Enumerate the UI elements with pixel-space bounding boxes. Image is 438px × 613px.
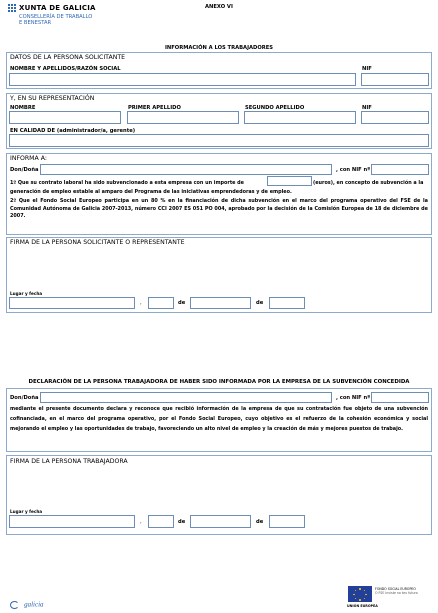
lugar-field-2[interactable] [9,515,135,528]
p1-cont: generación de empleo estable al amparo del Programa de las iniciativas emprendedoras y de empleo. [10,189,292,195]
representacion-nif-field[interactable] [361,111,429,124]
lugar-field-1[interactable] [9,297,135,309]
nombre-label: NOMBRE [10,105,36,111]
eu-fund-line2: O FSE inviste no teu futuro [375,591,418,595]
representacion-nif-label: NIF [362,105,372,111]
dept-line-2: E BENESTAR [19,20,52,26]
de-label-2a: de [178,519,186,525]
solicitante-heading: DATOS DE LA PERSONA SOLICITANTE [10,54,126,61]
declaracion-text: mediante el presente documento declara y reconoce que recibió información de la empresa de que su contratación fue objeto de una subvención cofinanciada, en el marco del programa operativo, por el Fondo Social Europeo, cuyo objetivo es el refuerzo de la cohesión económica y social mejorando el empleo y las oportunidades de trabajo, favoreciendo un alto nivel de empleo y la creación de más y mejores puestos de trabajo. [10,406,428,432]
declaracion-nif-label: , con NIF nº [336,395,371,401]
solicitante-nif-label: NIF [362,66,372,72]
segundo-apellido-label: SEGUNDO APELLIDO [245,105,305,111]
declaracion-nif-field[interactable] [371,392,429,403]
calidad-field[interactable] [9,134,429,147]
org-name: XUNTA DE GALICIA [19,4,96,12]
informa-nif-field[interactable] [371,164,429,175]
p1-end: (euros), en concepto de subvención a la [313,180,424,186]
dept-line-1: CONSELLERÍA DE TRABALLO [19,14,93,20]
primer-apellido-field[interactable] [127,111,239,124]
de-label-1a: de [178,300,186,306]
name-label: NOMBRE Y APELLIDOS/RAZÓN SOCIAL [10,66,121,72]
p1-start: 1º Que su contrato laboral ha sido subvencionado a esta empresa con un importe de [10,180,244,186]
declaracion-don-field[interactable] [40,392,332,403]
nombre-field[interactable] [9,111,121,124]
p2-text: 2º Que el Fondo Social Europeo participa en un 80 % en la financiación de dicha subvención en el marco del programa operativo del FSE de la Comunidad Autónoma de Galicia 2007-2013, número CCI 2007 ES 051 PO 004, aprobado por la decisión de la Comisión Europea de 18 de diciembre de 2007. [10,198,428,220]
informa-nif-label: , con NIF nº [336,167,371,173]
importe-field[interactable] [267,176,312,186]
representacion-heading: Y, EN SU REPRESENTACIÓN [10,95,95,102]
comma-2: , [140,519,142,525]
year-field-2[interactable] [269,515,305,528]
galicia-swirl-icon [10,601,19,609]
lugar-label-2: Lugar y fecha [10,509,43,514]
page-title: INFORMACIÓN A LOS TRABAJADORES [164,45,274,51]
segundo-apellido-field[interactable] [244,111,356,124]
lugar-label-1: Lugar y fecha [10,291,43,296]
year-field-1[interactable] [269,297,305,309]
xunta-logo-icon [8,4,16,12]
month-field-2[interactable] [190,515,251,528]
name-field[interactable] [9,73,356,86]
declaracion-title: DECLARACIÓN DE LA PERSONA TRABAJADORA DE HABER SIDO INFORMADA POR LA EMPRESA DE LA SUBVENCIÓN CONCEDIDA [28,379,410,385]
day-field-1[interactable] [148,297,174,309]
primer-apellido-label: PRIMER APELLIDO [128,105,181,111]
annex-label: ANEXO VI [205,4,233,10]
galicia-logo [10,594,44,609]
comma-1: , [140,300,142,306]
month-field-1[interactable] [190,297,251,309]
informa-heading: INFORMA A: [10,155,47,162]
eu-caption: UNIÓN EUROPEA [347,604,378,608]
de-label-1b: de [256,300,264,306]
galicia-logo-text: galicia [24,600,44,609]
informa-don-label: Don/Doña [10,167,39,173]
informa-don-field[interactable] [40,164,332,175]
eu-flag-icon [348,586,372,602]
de-label-2b: de [256,519,264,525]
firma-trabajadora-heading: FIRMA DE LA PERSONA TRABAJADORA [10,458,128,465]
declaracion-don-label: Don/Doña [10,395,39,401]
solicitante-nif-field[interactable] [361,73,429,86]
eu-fund-line1: FONDO SOCIAL EUROPEO [375,587,416,591]
day-field-2[interactable] [148,515,174,528]
calidad-label: EN CALIDAD DE (administrador/a, gerente) [10,128,136,134]
firma-solicitante-heading: FIRMA DE LA PERSONA SOLICITANTE O REPRESENTANTE [10,239,185,246]
